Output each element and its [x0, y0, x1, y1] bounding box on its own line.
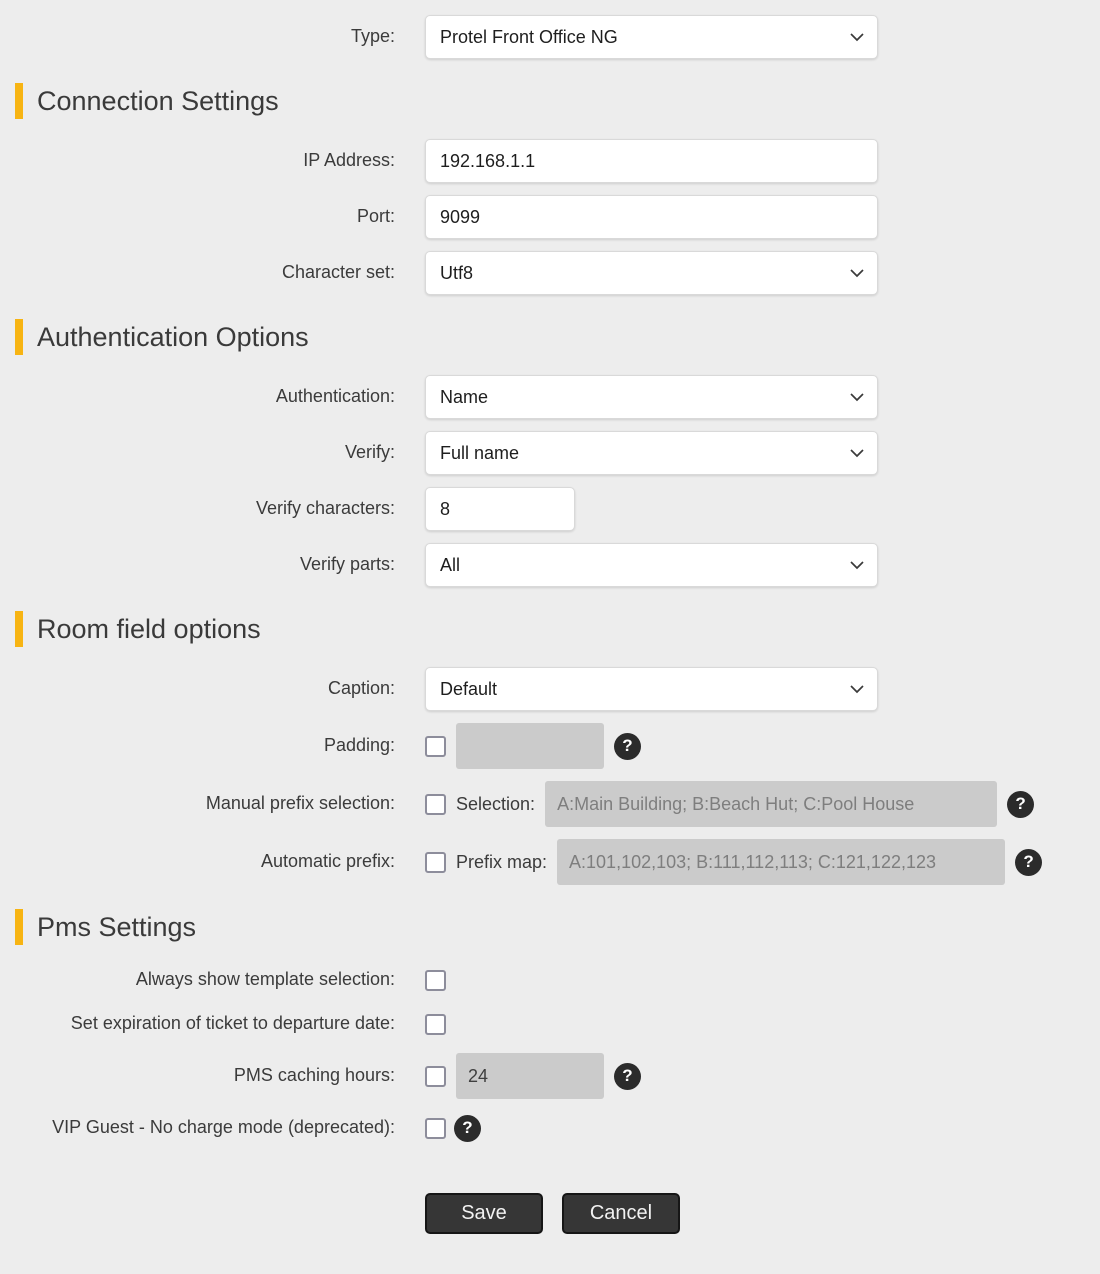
type-row [0, 15, 1100, 59]
section-connection-settings [15, 83, 1100, 119]
ticket-expiration-row [0, 1009, 1100, 1039]
help-icon[interactable]: ? [614, 733, 641, 760]
verify-parts-label: Verify parts: [299, 554, 395, 575]
automatic-prefix-label: Automatic prefix: [260, 851, 395, 872]
authentication-row [0, 375, 1100, 419]
chevron-down-icon [850, 449, 864, 458]
padding-checkbox[interactable] [425, 736, 446, 757]
character-set-row [0, 251, 1100, 295]
padding-input[interactable] [456, 723, 604, 769]
verify-characters-input[interactable] [425, 487, 575, 531]
selection-sub-label: Selection: [456, 793, 536, 814]
vip-guest-checkbox[interactable] [425, 1118, 446, 1139]
manual-prefix-row [0, 781, 1100, 827]
section-accent-bar [15, 83, 23, 119]
always-show-template-row [0, 965, 1100, 995]
padding-label: Padding: [323, 735, 395, 756]
verify-characters-label: Verify characters: [255, 498, 395, 519]
section-accent-bar [15, 611, 23, 647]
always-show-template-label: Always show template selection: [135, 969, 395, 990]
verify-row [0, 431, 1100, 475]
port-row [0, 195, 1100, 239]
manual-prefix-input[interactable] [545, 781, 997, 827]
always-show-template-checkbox[interactable] [425, 970, 446, 991]
authentication-select[interactable] [425, 375, 878, 419]
section-accent-bar [15, 909, 23, 945]
ip-address-input[interactable] [425, 139, 878, 183]
ip-address-row [0, 139, 1100, 183]
section-room-field-options [15, 611, 1100, 647]
section-title: Room field options [37, 613, 261, 644]
character-set-select-value: Utf8 [440, 262, 474, 283]
chevron-down-icon [850, 561, 864, 570]
section-accent-bar [15, 319, 23, 355]
ticket-expiration-label: Set expiration of ticket to departure date: [70, 1013, 395, 1034]
help-icon[interactable]: ? [614, 1063, 641, 1090]
caption-label: Caption: [327, 678, 395, 699]
automatic-prefix-checkbox[interactable] [425, 852, 446, 873]
verify-parts-row [0, 543, 1100, 587]
padding-row [0, 723, 1100, 769]
cancel-button[interactable]: Cancel [562, 1193, 680, 1234]
pms-caching-hours-row [0, 1053, 1100, 1099]
vip-guest-row [0, 1113, 1100, 1143]
authentication-select-value: Name [440, 386, 489, 407]
automatic-prefix-input[interactable] [557, 839, 1005, 885]
verify-parts-select-value: All [440, 554, 461, 575]
type-select[interactable] [425, 15, 878, 59]
port-input[interactable] [425, 195, 878, 239]
chevron-down-icon [850, 269, 864, 278]
verify-select-value: Full name [440, 442, 520, 463]
pms-caching-hours-checkbox[interactable] [425, 1066, 446, 1087]
manual-prefix-checkbox[interactable] [425, 794, 446, 815]
verify-characters-row [0, 487, 1100, 531]
pms-caching-hours-input[interactable] [456, 1053, 604, 1099]
section-authentication-options [15, 319, 1100, 355]
section-title: Pms Settings [37, 911, 197, 942]
ticket-expiration-checkbox[interactable] [425, 1014, 446, 1035]
section-pms-settings [15, 909, 1100, 945]
type-label: Type: [350, 26, 395, 47]
chevron-down-icon [850, 685, 864, 694]
automatic-prefix-row [0, 839, 1100, 885]
type-select-value: Protel Front Office NG [440, 26, 618, 47]
authentication-label: Authentication: [275, 386, 395, 407]
character-set-label: Character set: [281, 262, 395, 283]
pms-caching-hours-label: PMS caching hours: [233, 1065, 395, 1086]
ip-address-label: IP Address: [303, 150, 395, 171]
vip-guest-label: VIP Guest - No charge mode (deprecated): [52, 1117, 395, 1138]
character-set-select[interactable] [425, 251, 878, 295]
help-icon[interactable]: ? [1015, 849, 1042, 876]
help-icon[interactable]: ? [1007, 791, 1034, 818]
verify-select[interactable] [425, 431, 878, 475]
verify-parts-select[interactable] [425, 543, 878, 587]
prefix-map-sub-label: Prefix map: [456, 851, 548, 872]
caption-row [0, 667, 1100, 711]
section-title: Connection Settings [37, 85, 279, 116]
verify-label: Verify: [344, 442, 395, 463]
caption-select-value: Default [440, 678, 498, 699]
manual-prefix-label: Manual prefix selection: [205, 793, 395, 814]
port-label: Port: [356, 206, 395, 227]
save-button[interactable]: Save [425, 1193, 543, 1234]
help-icon[interactable]: ? [454, 1115, 481, 1142]
form-actions [425, 1193, 1100, 1234]
section-title: Authentication Options [37, 321, 309, 352]
chevron-down-icon [850, 393, 864, 402]
chevron-down-icon [850, 33, 864, 42]
caption-select[interactable] [425, 667, 878, 711]
